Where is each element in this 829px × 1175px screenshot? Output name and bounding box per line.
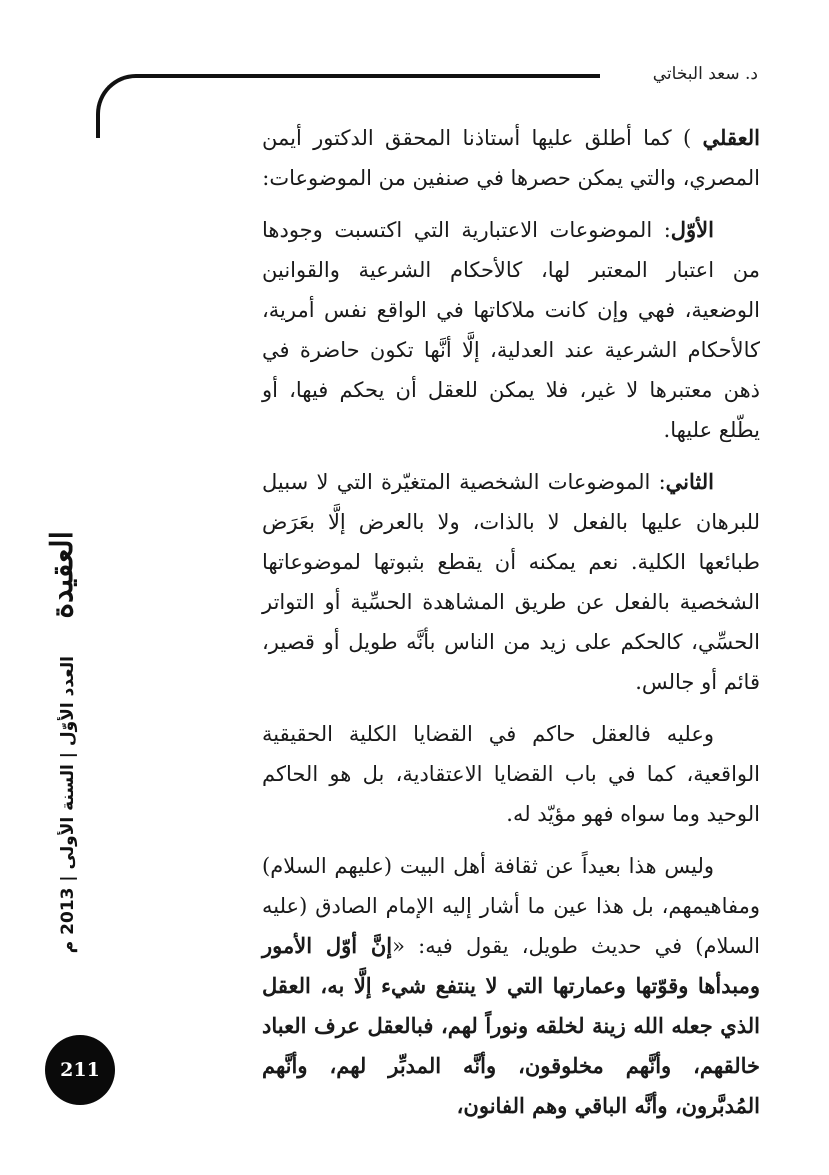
- paragraph: [262, 462, 760, 702]
- paragraph-text: : الموضوعات الاعتبارية التي اكتسبت وجودها من اعتبار المعتبر لها، كالأحكام الشرعية والقوانين الوضعية، فهي وإن كانت ملاكاتها في الواقع نفس أمرية، كالأحكام الشرعية عند العدلية، إلَّا أنَّها تكون حاضرة في ذهن معتبرها لا غير، فلا يمكن للعقل أن يحكم فيها، أو يطّلع عليها.: [262, 218, 760, 442]
- paragraph-text: وليس هذا بعيداً عن ثقافة أهل البيت (عليهم السلام) ومفاهيمهم، بل هذا عين ما أشار إليه الإمام الصادق (عليه السلام) في حديث طويل، يقول فيه: «: [262, 854, 760, 958]
- journal-logo-text: العقيدة: [44, 531, 80, 619]
- issue-info: [38, 656, 98, 954]
- main-text: [262, 118, 760, 1138]
- hadith-quote: إنَّ أوّل الأمور ومبدأها وقوّتها وعمارتها التي لا ينتفع شيء إلَّا به، العقل الذي جعله الله زينة لخلقه ونوراً لهم، فبالعقل عرف العباد خالقهم، وأنَّهم مخلوقون، وأنَّه المدبِّر لهم، وأنَّهم المُدبَّرون، وأنَّه الباقي وهم الفانون،: [262, 933, 760, 1118]
- paragraph-text: ) كما أطلق عليها أستاذنا المحقق الدكتور أيمن المصري، والتي يمكن حصرها في صنفين من الموضوعات:: [262, 126, 760, 190]
- paragraph-text: وعليه فالعقل حاكم في القضايا الكلية الحقيقية الواقعية، كما في باب القضايا الاعتقادية، بل هو الحاكم الوحيد وما سواه فهو مؤيّد له.: [262, 722, 760, 826]
- paragraph: [262, 210, 760, 450]
- paragraph-lead: الأوّل: [670, 217, 714, 242]
- issue-info-text: العدد الأوّل | السنة الأولى | 2013 م: [58, 656, 78, 954]
- paragraph: [262, 118, 760, 198]
- paragraph: [262, 714, 760, 834]
- page-number: 211: [60, 1059, 100, 1081]
- paragraph-lead: الثاني: [665, 469, 714, 494]
- paragraph-lead: العقلي: [702, 125, 760, 150]
- paragraph: [262, 846, 760, 1126]
- journal-logo: [22, 490, 102, 660]
- paragraph-text: : الموضوعات الشخصية المتغيّرة التي لا سبيل للبرهان عليها بالفعل لا بالذات، ولا بالعرض إلَّا بعَرَض طبائعها الكلية. نعم يمكنه أن يقطع بثبوتها لموضوعاتها الشخصية بالفعل عن طريق المشاهدة الحسِّية أو التواتر الحسِّي، كالحكم على زيد من الناس بأنَّه طويل أو قصير، قائم أو جالس.: [262, 470, 760, 694]
- running-header-author: د. سعد البخاتي: [652, 64, 758, 84]
- page-number-badge: [45, 1035, 115, 1105]
